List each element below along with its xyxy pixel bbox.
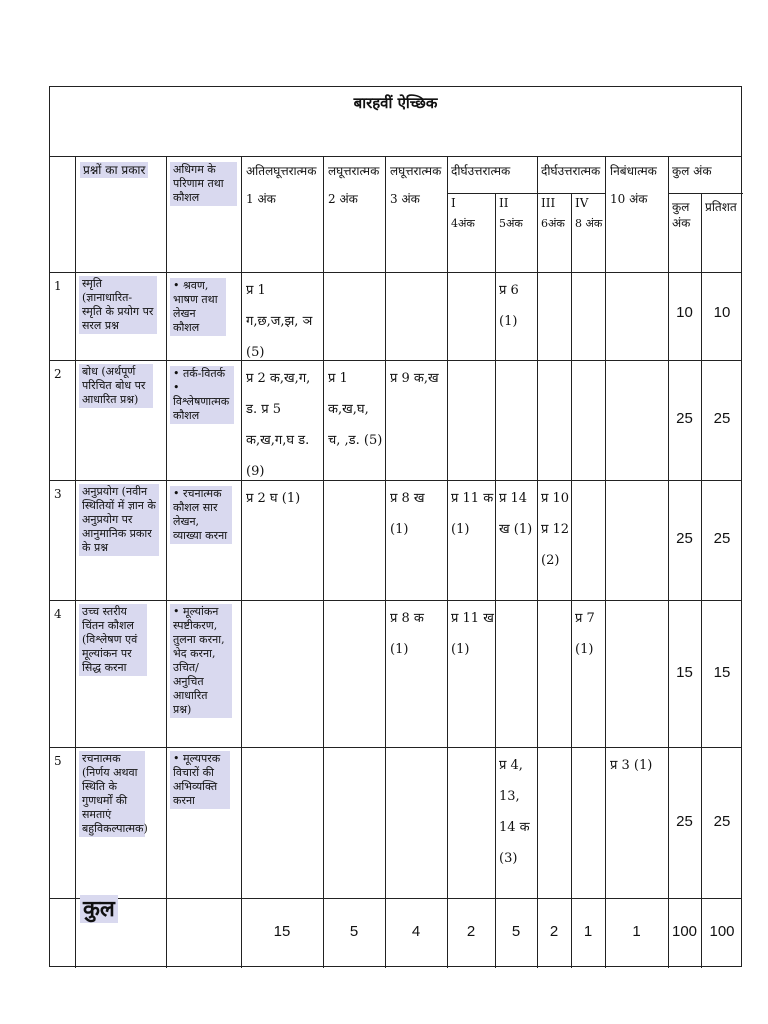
col-divider (447, 157, 448, 968)
skills-text: • रचनात्मक कौशल सार लेखन, व्याख्या करना (170, 486, 232, 544)
cell-pct: 15 (713, 664, 731, 681)
cell-kul: 25 (676, 410, 693, 427)
header-marks: 6अंक (541, 217, 565, 230)
total-ati: 15 (273, 923, 291, 940)
row-divider (50, 480, 741, 481)
cell-d2: प्र 4, 13, 14 क (3) (499, 758, 530, 866)
total-nib: 1 (632, 923, 641, 940)
header-label: अधिगम के परिणाम तथा कौशल (170, 162, 237, 206)
cell-laghu2: प्र 9 क,ख (390, 371, 439, 386)
header-dirgh2-sub2 (575, 195, 605, 231)
cell-d3: प्र 10 प्र 12 (2) (541, 491, 570, 568)
header-label: III (541, 196, 556, 210)
skills-text: • मूल्यपरक विचारों की अभिव्यक्ति करना (170, 751, 230, 809)
total-label (80, 896, 118, 922)
header-label: II (499, 196, 509, 210)
header-dirgh1-sub2 (499, 195, 537, 231)
cell-kul: 25 (676, 530, 693, 547)
cell-d2: प्र 6 (1) (499, 283, 519, 329)
col-divider (495, 193, 496, 968)
cell-ati: प्र 1 ग,छ,ज,झ, ञ (5) (246, 283, 313, 360)
skills-text: • श्रवण, भाषण तथा लेखन कौशल (170, 278, 226, 336)
cell-kul: 15 (676, 664, 693, 681)
cell-pct: 25 (713, 813, 731, 830)
header-divider (447, 193, 605, 194)
header-ati (246, 163, 322, 207)
row-number: 3 (54, 487, 62, 501)
cell-pct: 25 (713, 410, 731, 427)
skills (170, 366, 234, 424)
header-marks: 5अंक (499, 217, 523, 230)
header-label: अतिलघूत्तरात्मक (246, 164, 317, 178)
row-number: 1 (54, 279, 62, 293)
row-divider (50, 600, 741, 601)
col-divider (166, 157, 167, 968)
row-number: 5 (54, 754, 62, 768)
header-marks: 4अंक (451, 217, 475, 230)
question-type (79, 604, 147, 676)
skills (170, 486, 232, 544)
col-divider (668, 157, 669, 968)
header-label: लघूत्तरात्मक (390, 164, 442, 178)
cell-laghu2: प्र 8 क (1) (390, 611, 424, 657)
row-divider (50, 747, 741, 748)
skills-text: • तर्क-वितर्क • विश्लेषणात्मक कौशल (170, 366, 234, 424)
row-divider (50, 898, 741, 899)
cell-pct: 10 (713, 304, 731, 321)
total-laghu2: 4 (411, 923, 421, 940)
header-kul-ank: कुल अंक (672, 200, 691, 230)
total-label-text: कुल (80, 895, 118, 923)
header-dirgh2: दीर्घउत्तरात्मक (541, 164, 601, 178)
cell-pct: 25 (713, 530, 731, 547)
cell-d1: प्र 11 क (1) (451, 491, 494, 537)
header-dirgh2-sub1 (541, 195, 571, 231)
cell-laghu1: प्र 1 क,ख,घ, च, ,ड. (5) (328, 371, 383, 448)
skills (170, 604, 232, 718)
header-label: निबंधात्मक (610, 164, 657, 178)
col-divider (605, 157, 606, 968)
header-label: IV (575, 196, 589, 210)
cell-d1: प्र 11 ख (1) (451, 611, 494, 657)
header-kul: कुल अंक (672, 164, 712, 178)
header-divider (668, 193, 743, 194)
header-dirgh1: दीर्घउत्तरात्मक (451, 164, 511, 178)
header-marks: 2 अंक (328, 192, 358, 206)
header-marks: 8 अंक (575, 217, 603, 230)
header-nibandh (610, 163, 668, 207)
cell-d4: प्र 7 (1) (575, 611, 595, 657)
question-type (79, 751, 148, 837)
header-skills (170, 162, 237, 206)
question-type-text: उच्च स्तरीय चिंतन कौशल (विश्लेषण एवं मूल्यांकन पर सिद्ध करना (79, 604, 147, 676)
col-divider (323, 157, 324, 968)
cell-laghu2: प्र 8 ख (1) (390, 491, 425, 537)
skills (170, 278, 226, 336)
header-pratishat: प्रतिशत (705, 200, 737, 214)
total-d4: 1 (583, 923, 593, 940)
col-divider (385, 157, 386, 968)
row-number: 2 (54, 367, 62, 381)
question-type-text: स्मृति (ज्ञानाधारित- स्मृति के प्रयोग पर सरल प्रश्न (79, 276, 157, 334)
col-divider (571, 193, 572, 968)
header-label: I (451, 196, 456, 210)
cell-nib: प्र 3 (1) (610, 758, 653, 773)
header-label: लघूत्तरात्मक (328, 164, 380, 178)
header-question-type (80, 162, 162, 178)
cell-d2: प्र 14 ख (1) (499, 491, 533, 537)
cell-ati: प्र 2 क,ख,ग, ड. प्र 5 क,ख,ग,घ ड. (9) (246, 371, 311, 479)
total-d3: 2 (549, 923, 559, 940)
cell-ati: प्र 2 घ (1) (246, 491, 301, 506)
skills (170, 751, 230, 809)
table-title: बारहवीं ऐच्छिक (50, 87, 741, 157)
total-laghu1: 5 (349, 923, 359, 940)
question-type-text: रचनात्मक (निर्णय अथवा स्थिति के गुणधर्मों की समताएं बहुविकल्पात्मक) (79, 751, 145, 837)
question-type (79, 364, 153, 408)
row-number: 4 (54, 607, 62, 621)
cell-kul: 10 (676, 304, 693, 321)
row-divider (50, 272, 741, 273)
col-divider (75, 157, 76, 968)
cell-kul: 25 (676, 813, 693, 830)
question-type (79, 484, 159, 556)
header-marks: 1 अंक (246, 192, 276, 206)
header-laghu2 (390, 163, 448, 207)
marks-distribution-table (49, 86, 742, 967)
question-type-text: अनुप्रयोग (नवीन स्थितियों में ज्ञान के अनुप्रयोग पर आनुमानिक प्रकार के प्रश्न (79, 484, 159, 556)
total-d1: 2 (466, 923, 476, 940)
total-kul: 100 (671, 923, 698, 940)
question-type (79, 276, 157, 334)
header-laghu1 (328, 163, 386, 207)
header-marks: 3 अंक (390, 192, 420, 206)
row-divider (50, 360, 741, 361)
total-d2: 5 (511, 923, 521, 940)
header-label: प्रश्नों का प्रकार (80, 162, 148, 178)
col-divider (241, 157, 242, 968)
header-marks: 10 अंक (610, 192, 648, 206)
header-dirgh1-sub1 (451, 195, 493, 231)
col-divider (537, 157, 538, 968)
question-type-text: बोध (अर्थपूर्ण परिचित बोध पर आधारित प्रश्न) (79, 364, 153, 408)
total-pct: 100 (709, 923, 735, 940)
skills-text: • मूल्यांकन स्पष्टीकरण, तुलना करना, भेद करना, उचित/अनुचित आधारित प्रश्न) (170, 604, 232, 718)
